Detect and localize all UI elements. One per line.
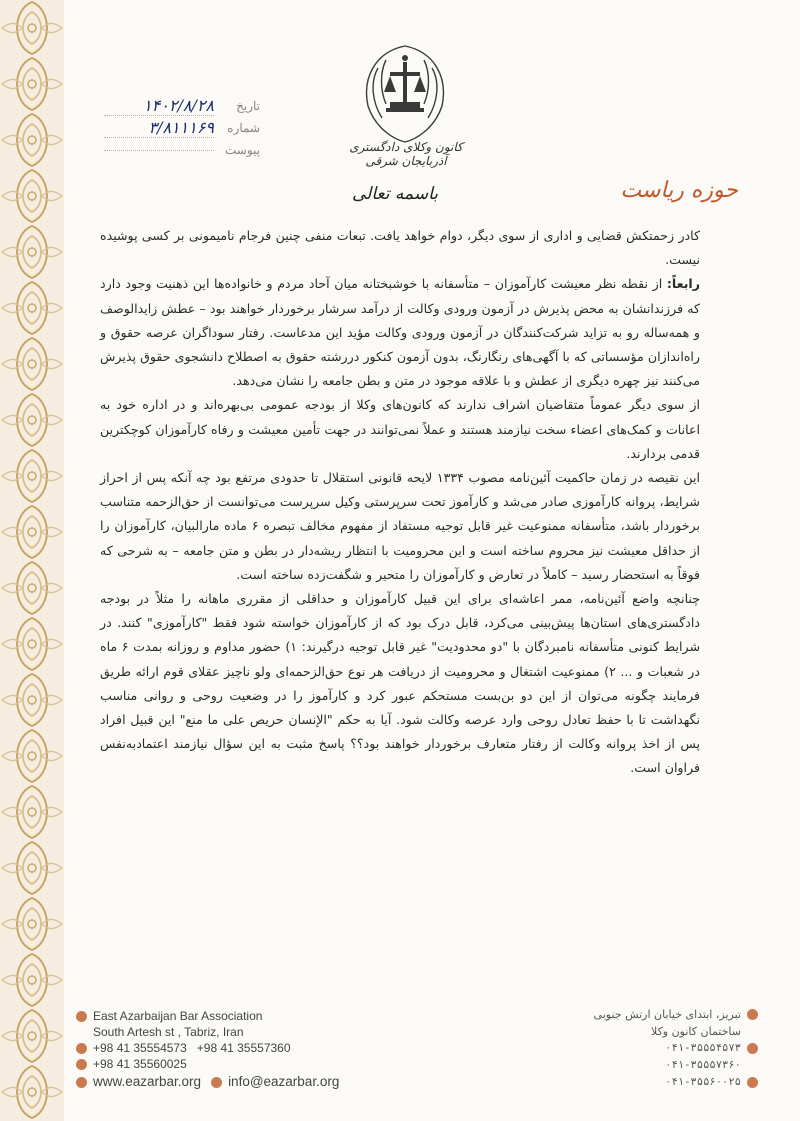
footer-fa-fax-row [538,1074,758,1091]
footer-email[interactable]: info@eazarbar.org [228,1074,340,1089]
date-value: ۱۴۰۲/۸/۲۸ [104,96,214,116]
paragraph-5: چنانچه واضع آئین‌نامه، ممر اعاشه‌ای برای این قبیل کارآموزان و حداقلی از مقرری ماهانه را مثلاً در بودجه دادگستری‌های استان‌ها پیش‌بینی می‌کرد، قابل درک بود که از کارآموزان خواسته شود فقط "کارآموزی" کنند. در شرایط کنونی متأسفانه نامبردگان با "دو محدودیت" غیر قابل توجیه درگیرند: ۱) حضور مداوم و روزانه بمدت ۶ ماه در شعبات و ... ۲) ممنوعیت اشتغال و محرومیت از دریافت هر نوع حق‌الزحمه‌ای ولو ناچیز عقلای قوم ارائه طریق فرمایند چگونه می‌توان از این دو بن‌بست مستحکم عبور کرد و کارآموز را در وضعیت روحی و روانی مناسب نگهداشت تا با حفظ تعادل روحی وارد عرصه وکالت شود. آیا به حکم "الإنسان حریص علی ما منع" این قبیل افراد پس از اخذ پروانه وکالت از رفتار متعارف برخوردار خواهند بود؟؟ پاسخ مثبت به این سؤال نیازمند اعتمادبه‌نفس فراوان است. [100,591,701,776]
footer-fa-address-row [538,1006,758,1023]
footer-english [76,1008,396,1090]
paragraph-1: کادر زحمتکش قضایی و اداری از سوی دیگر، دوام خواهد یافت. تبعات منفی چنین فرجام نامیمونی بر کسی پوشیده نیست. [100,228,700,268]
footer-fa-address-1: تبریز، ابتدای خیابان ارتش جنوبی [593,1008,741,1021]
footer-fax: +98 41 35560025 [93,1057,187,1071]
bar-association-logo [330,38,480,198]
location-icon [747,1009,758,1020]
footer-persian [538,1006,758,1091]
globe-icon [76,1077,87,1088]
footer-phone-1: +98 41 35554573 [93,1041,187,1055]
footer-fa-fax: ۰۴۱-۳۵۵۶۰۰۲۵ [665,1076,741,1088]
letter-meta [80,95,260,161]
footer-name-row [76,1008,396,1024]
footer-address-row [76,1024,396,1040]
footer-phone-2: +98 41 35557360 [196,1041,291,1055]
number-row [80,117,260,139]
arabesque-pattern-icon [0,0,64,1121]
fax-icon [76,1059,87,1070]
email-icon [211,1077,222,1088]
footer-fa-address-2: ساختمان کانون وکلا [651,1025,741,1038]
footer-fa-phone2-row [538,1057,758,1074]
decorative-border [0,0,64,1121]
paragraph-3: از سوی دیگر عموماً متقاضیان اشراف ندارند که کانون‌های وکلا از بودجه عمومی بی‌بهره‌اند و در اداره خود به اعانات و کمک‌های اعضاء سخت نیازمند هستند و عملاً نمی‌توانند در جهت تأمین معیشت و رفاه کارآموزان کوچکترین قدمی بردارند. [100,397,700,461]
basmala-heading: باسمه تعالی [352,184,438,204]
organization-caption: کانون وکلای دادگستری آذربایجان شرقی [349,140,463,168]
attachment-label: پیوست [225,143,260,157]
paragraph-2-lead: رابعاً: [666,276,700,292]
footer-org-name: East Azarbaijan Bar Association [93,1009,263,1023]
footer-fax-row [76,1056,396,1072]
footer-address: South Artesh st , Tabriz, Iran [93,1025,244,1039]
footer-fa-building-row [538,1023,758,1040]
date-label: تاریخ [236,99,260,113]
phone-icon [747,1043,758,1054]
footer-fa-phone1-row [538,1040,758,1057]
footer-fa-phone-1: ۰۴۱-۳۵۵۵۴۵۷۳ [665,1042,741,1054]
phone-icon [76,1043,87,1054]
paragraph-2 [100,272,700,393]
location-icon [76,1011,87,1022]
date-row [80,95,260,117]
department-title: حوزه ریاست [620,178,738,203]
number-value: ۳/۸۱۱۱۶۹ [104,118,214,138]
footer-phone-row [76,1040,396,1056]
footer-web-row [76,1074,396,1090]
number-label: شماره [227,121,260,135]
footer-fa-phone-2: ۰۴۱-۳۵۵۵۷۳۶۰ [665,1059,741,1071]
footer-website[interactable]: www.eazarbar.org [93,1074,202,1089]
attachment-value [104,150,214,151]
letter-body [100,224,700,781]
paragraph-4: این نقیصه در زمان حاکمیت آئین‌نامه مصوب ۱۳۳۴ لایحه قانونی استقلال تا حدودی مرتفع بود چه آنکه پس از احراز شرایط، پروانه کارآموزی صادر می‌شد و کارآموز تحت سرپرستی وکیل سرپرست می‌توانست از حق‌الزحمه متناسب برخوردار باشد، متأسفانه ممنوعیت غیر قابل توجیه مستفاد از مفهوم مخالف تبصره ۶ ماده مارالبیان، کارآموزان را از حداقل معیشت نیز محروم ساخته است و این محرومیت با انتظار ریشه‌دار در بطن و متن جامعه – به شرحی که فوقاً به استحضار رسید – کاملاً در تعارض و کارآموزان را متحیر و شگفت‌زده ساخته است. [100,470,701,582]
paragraph-2-text: از نقطه نظر معیشت کارآموزان – متأسفانه با خوشبختانه میان آحاد مردم و خانواده‌ها این ذهنیت وجود دارد که فرزندانشان به محض پذیرش در آزمون ورودی وکالت از درآمد سرشار برخوردار خواهند بود – عطش زایدالوصف و همه‌ساله رو به تزاید شرکت‌کنندگان در آزمون ورودی وکالت مؤید این مدعاست. رفتار سوداگران عرصه حقوق و راه‌اندازان مؤسساتی که با آگهی‌های رنگارنگ، بدون آزمون کنکور دررشته حقوق به اصطلاح دانشجوی حقوق پذیرش می‌کنند نیز چهره دیگری از عطش و با علاقه موجود در متن و بطن جامعه را نشان می‌دهد. [100,276,700,389]
fax-icon [747,1077,758,1088]
attachment-row [80,139,260,161]
emblem-icon [330,38,480,148]
